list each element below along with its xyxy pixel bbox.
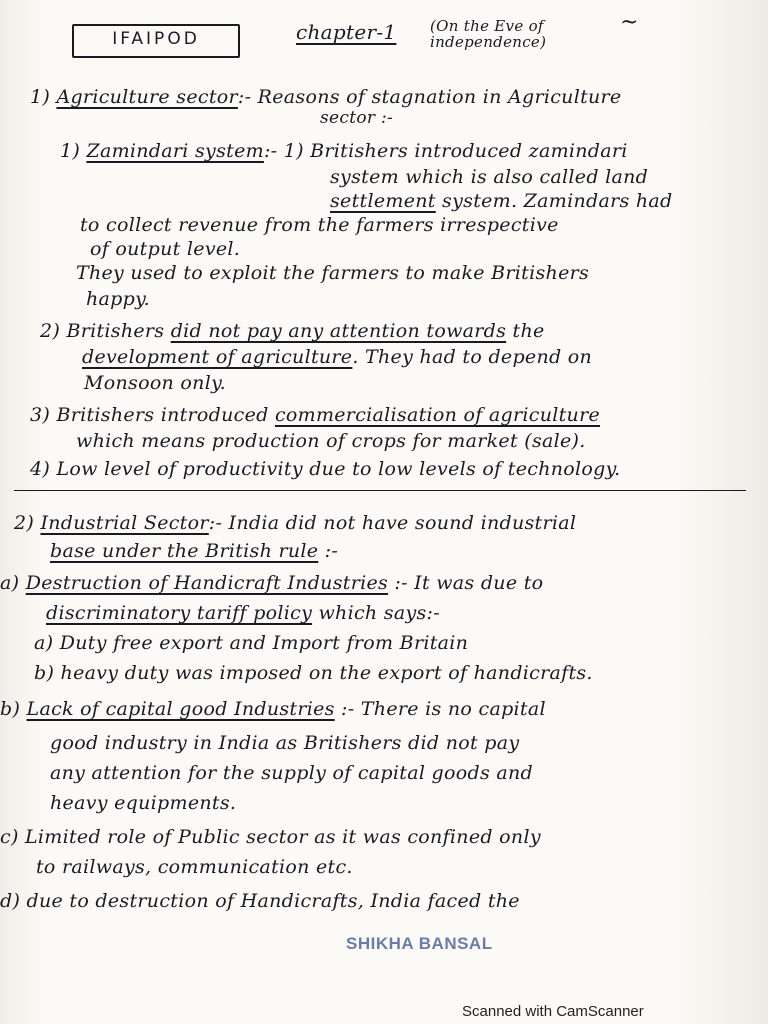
note-line: settlement system. Zamindars had [330,190,673,212]
note-line: of output level. [90,238,241,260]
note-line: 2) Industrial Sector:- India did not have sound industrial [14,512,577,534]
note-line: to collect revenue from the farmers irrespective [80,214,559,236]
course-title: IFAIPOD [112,29,200,49]
note-line: a) Duty free export and Import from Britain [34,632,469,654]
chapter-note: (On the Eve of independence) [430,17,547,51]
note-line: development of agriculture. They had to depend on [82,346,593,368]
note-line: happy. [86,288,150,310]
note-line: a) Destruction of Handicraft Industries :- It was due to [0,572,544,594]
chapter-title: chapter-1 [296,20,397,44]
note-line: 1) Agriculture sector:- Reasons of stagnation in Agriculture [30,86,622,108]
note-line: 2) Britishers did not pay any attention towards the [40,320,545,342]
note-line: They used to exploit the farmers to make Britishers [76,262,590,284]
note-line: to railways, communication etc. [36,856,353,878]
scanner-footer: Scanned with CamScanner [462,1003,644,1020]
note-line: Monsoon only. [84,372,226,394]
tilde-mark: ~ [620,10,639,35]
section-divider [14,490,746,491]
note-line: 4) Low level of productivity due to low levels of technology. [30,458,621,480]
note-line: base under the British rule :- [50,540,339,562]
note-line: which means production of crops for market (sale). [76,430,586,452]
note-line: good industry in India as Britishers did not pay [50,732,520,754]
note-line: c) Limited role of Public sector as it was confined only [0,826,541,848]
note-line: d) due to destruction of Handicrafts, India faced the [0,890,520,912]
note-line: system which is also called land [330,166,649,188]
note-line: heavy equipments. [50,792,237,814]
watermark: SHIKHA BANSAL [346,934,493,953]
note-line: b) heavy duty was imposed on the export of handicrafts. [34,662,593,684]
course-box [72,24,240,58]
note-line: 3) Britishers introduced commercialisation of agriculture [30,404,601,426]
note-line: discriminatory tariff policy which says:- [46,602,440,624]
note-line: 1) Zamindari system:- 1) Britishers introduced zamindari [60,140,628,162]
note-line: any attention for the supply of capital goods and [50,762,533,784]
note-line: b) Lack of capital good Industries :- There is no capital [0,698,546,720]
note-line: sector :- [320,108,394,128]
